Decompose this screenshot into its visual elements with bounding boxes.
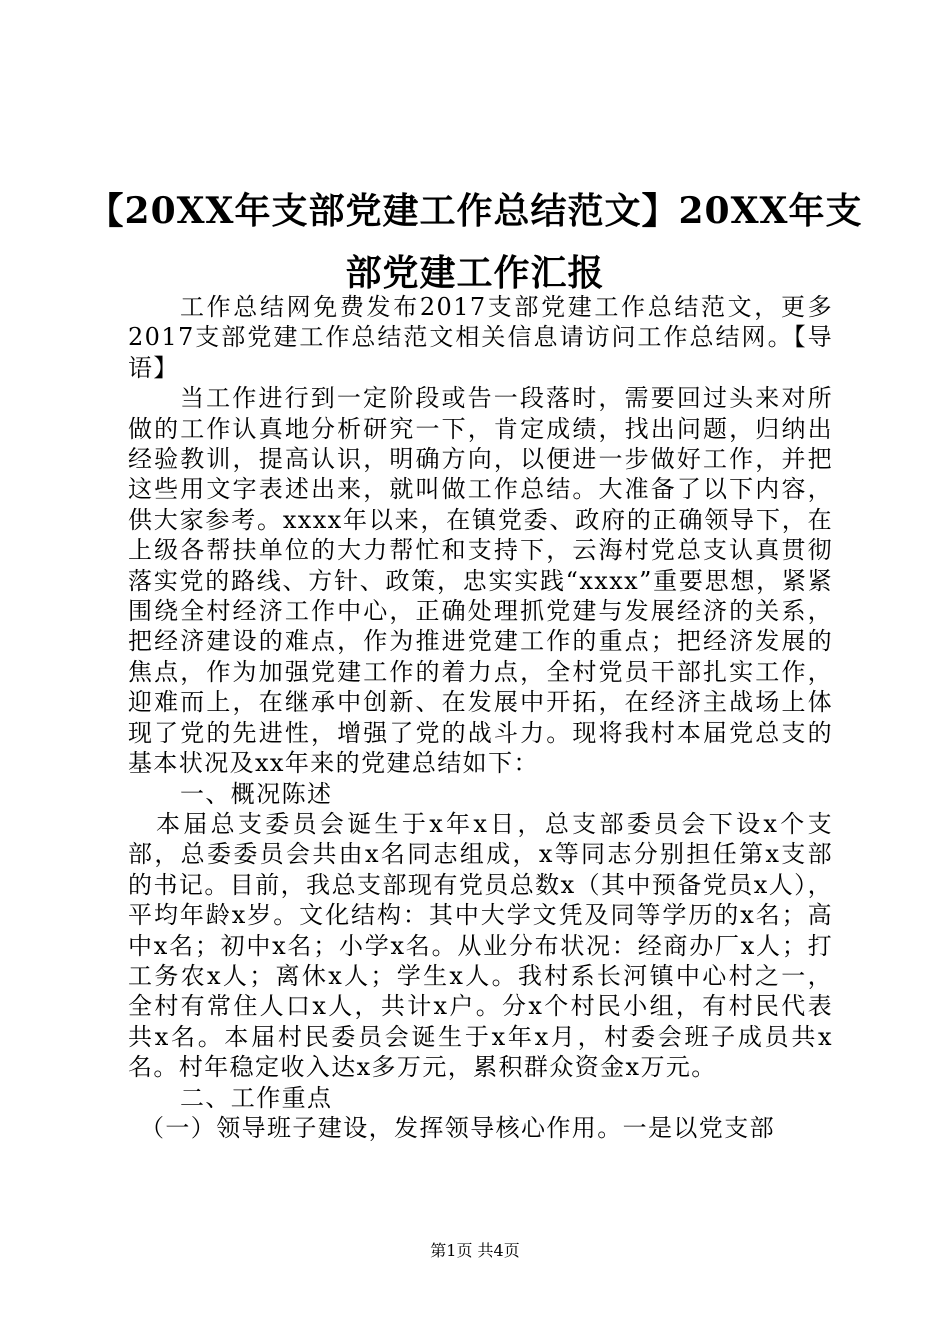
intro-paragraph: 工作总结网免费发布2017支部党建工作总结范文，更多2017支部党建工作总结范文相关信息请访问工作总结网。【导语】 [128, 293, 833, 382]
section-heading-overview: 一、概况陈述 [180, 779, 333, 808]
body-paragraph-2: 本届总支委员会诞生于x年x日，总支部委员会下设x个支部，总委委员会共由x名同志组成，x等同志分别担任第x支部的书记。目前，我总支部现有党员总数x（其中预备党员x人），平均年龄x岁。文化结构：其中大学文凭及同等学历的x名；高中x名；初中x名；小学x名。从业分布状况：经商办厂x人；打工务农x人；离休x人；学生x人。我村系长河镇中心村之一，全村有常住人口x人，共计x户。分x个村民小组，有村民代表共x名。本届村民委员会诞生于x年x月，村委会班子成员共x名。村年稳定收入达x多万元，累积群众资金x万元。 [128, 809, 833, 1082]
document-body [128, 292, 833, 1143]
body-paragraph-1: 当工作进行到一定阶段或告一段落时，需要回过头来对所做的工作认真地分析研究一下，肯定成绩，找出问题，归纳出经验教训，提高认识，明确方向，以便进一步做好工作，并把这些用文字表述出来，就叫做工作总结。大准备了以下内容，供大家参考。xxxx年以来，在镇党委、政府的正确领导下，在上级各帮扶单位的大力帮忙和支持下，云海村党总支认真贯彻落实党的路线、方针、政策，忠实实践“xxxx”重要思想，紧紧围绕全村经济工作中心，正确处理抓党建与发展经济的关系，把经济建设的难点，作为推进党建工作的重点；把经济发展的焦点，作为加强党建工作的着力点，全村党员干部扎实工作，迎难而上，在继承中创新、在发展中开拓，在经济主战场上体现了党的先进性，增强了党的战斗力。现将我村本届党总支的基本状况及xx年来的党建总结如下： [128, 384, 833, 778]
document-title: 【20XX年支部党建工作总结范文】20XX年支部党建工作汇报 [87, 190, 863, 294]
section-heading-key-work: 二、工作重点 [180, 1083, 333, 1112]
page-footer: 第1页 共4页 [430, 1241, 520, 1260]
body-paragraph-3: （一）领导班子建设，发挥领导核心作用。一是以党支部 [140, 1113, 775, 1142]
